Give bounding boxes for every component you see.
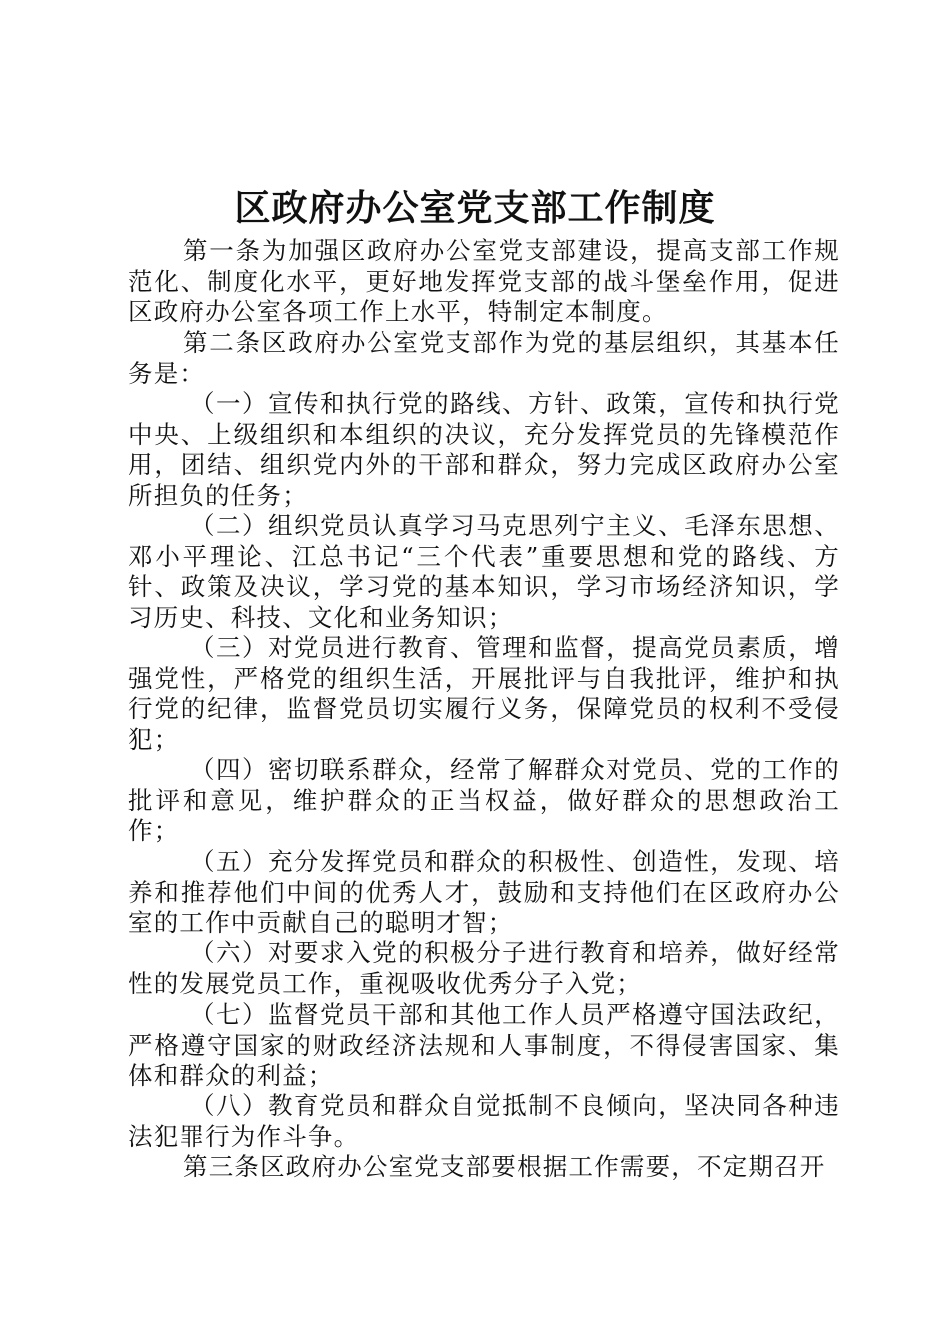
document-title: 区政府办公室党支部工作制度 [234, 187, 716, 229]
paragraph-item-8: （八）教育党员和群众自觉抵制不良倾向，坚决同各种违法犯罪行为作斗争。 [128, 1091, 840, 1151]
paragraph-article-2: 第二条区政府办公室党支部作为党的基层组织，其基本任务是： [128, 328, 840, 388]
paragraph-item-3: （三）对党员进行教育、管理和监督，提高党员素质，增强党性，严格党的组织生活，开展批评与自我批评，维护和执行党的纪律，监督党员切实履行义务，保障党员的权利不受侵犯； [128, 633, 840, 754]
paragraph-article-1: 第一条为加强区政府办公室党支部建设，提高支部工作规范化、制度化水平，更好地发挥党支部的战斗堡垒作用，促进区政府办公室各项工作上水平，特制定本制度。 [128, 236, 840, 326]
paragraph-item-4: （四）密切联系群众，经常了解群众对党员、党的工作的批评和意见，维护群众的正当权益，做好群众的思想政治工作； [128, 755, 840, 845]
paragraph-item-6: （六）对要求入党的积极分子进行教育和培养，做好经常性的发展党员工作，重视吸收优秀分子入党； [128, 938, 840, 998]
paragraph-item-5: （五）充分发挥党员和群众的积极性、创造性，发现、培养和推荐他们中间的优秀人才，鼓励和支持他们在区政府办公室的工作中贡献自己的聪明才智； [128, 847, 840, 937]
paragraph-article-3: 第三条区政府办公室党支部要根据工作需要，不定期召开 [183, 1152, 826, 1181]
paragraph-item-2: （二）组织党员认真学习马克思列宁主义、毛泽东思想、邓小平理论、江总书记“三个代表”重要思想和党的路线、方针、政策及决议，学习党的基本知识，学习市场经济知识，学习历史、科技、文化和业务知识； [128, 511, 840, 632]
paragraph-item-7: （七）监督党员干部和其他工作人员严格遵守国法政纪，严格遵守国家的财政经济法规和人事制度，不得侵害国家、集体和群众的利益； [128, 1000, 840, 1090]
paragraph-item-1: （一）宣传和执行党的路线、方针、政策，宣传和执行党中央、上级组织和本组织的决议，充分发挥党员的先锋模范作用，团结、组织党内外的干部和群众，努力完成区政府办公室所担负的任务； [128, 389, 840, 510]
